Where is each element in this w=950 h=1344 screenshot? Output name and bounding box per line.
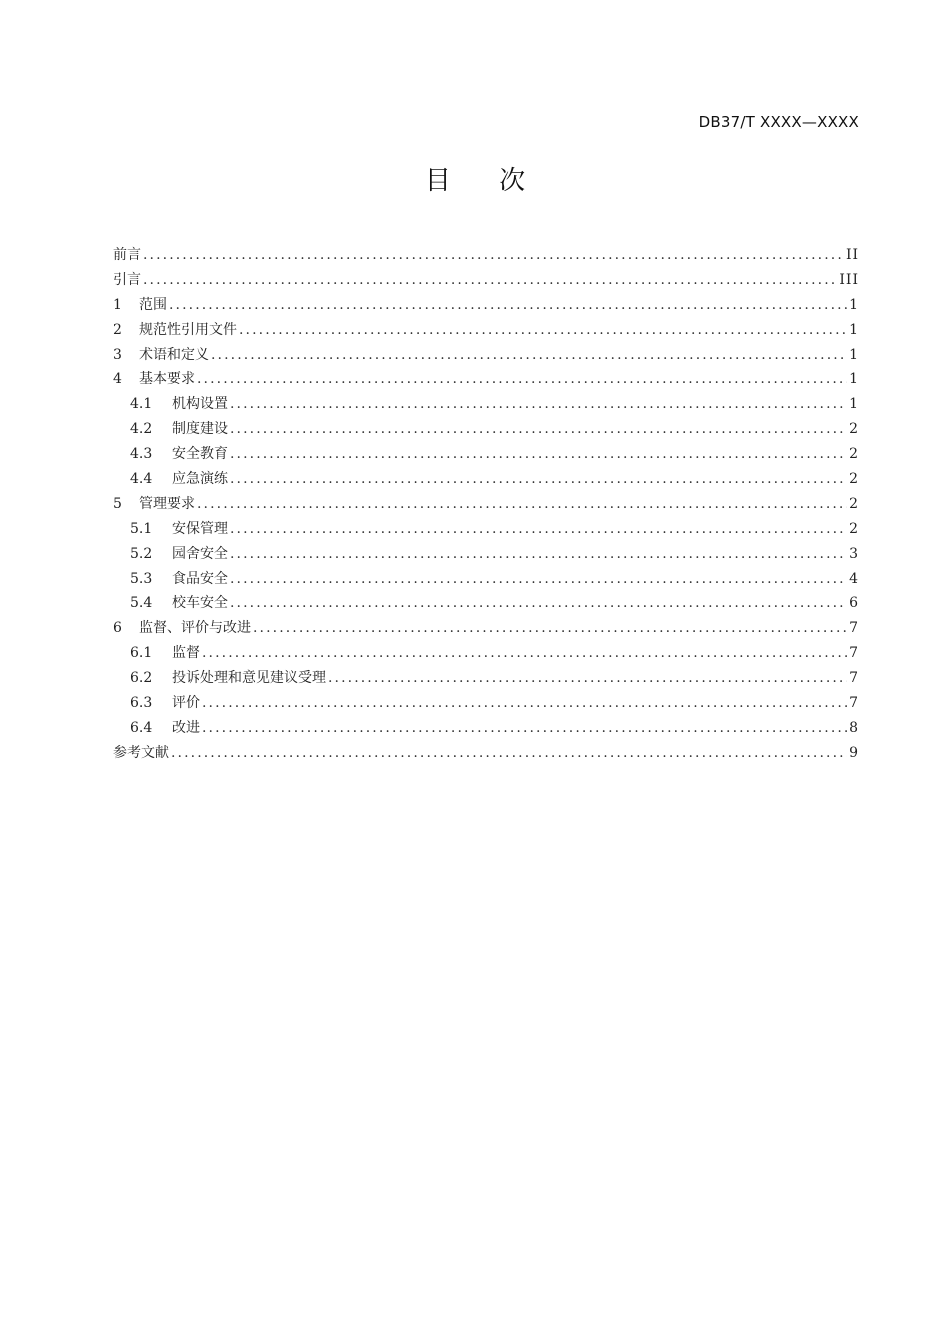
- toc-entry-page: 1: [849, 321, 859, 338]
- toc-entry[interactable]: [113, 367, 859, 392]
- toc-entry-number: 4.3: [130, 446, 153, 463]
- toc-dot-leader: [202, 691, 847, 716]
- toc-entry-title: 范围: [139, 296, 167, 313]
- toc-entry-title: 管理要求: [139, 495, 195, 512]
- toc-entry-number: 6.2: [130, 670, 153, 687]
- toc-entry-page: 1: [849, 296, 859, 313]
- toc-entry-title: 食品安全: [172, 570, 228, 587]
- toc-entry[interactable]: [113, 343, 859, 368]
- toc-entry-page: 2: [849, 471, 859, 488]
- toc-entry-title: 引言: [113, 271, 141, 288]
- toc-entry[interactable]: [113, 243, 859, 268]
- toc-entry[interactable]: [113, 567, 859, 592]
- toc-entry[interactable]: [113, 318, 859, 343]
- toc-dot-leader: [230, 591, 847, 616]
- toc-entry-page: III: [839, 271, 859, 288]
- toc-entry-page: 7: [849, 620, 859, 637]
- toc-entry[interactable]: [113, 467, 859, 492]
- toc-dot-leader: [253, 616, 847, 641]
- toc-dot-leader: [197, 367, 847, 392]
- toc-entry-page: 3: [849, 545, 859, 562]
- toc-entry-page: 9: [849, 744, 859, 761]
- toc-dot-leader: [197, 492, 847, 517]
- toc-dot-leader: [169, 293, 847, 318]
- toc-entry-number: 5: [113, 495, 122, 512]
- toc-entry-number: 4.4: [130, 471, 153, 488]
- toc-entry-page: 1: [849, 396, 859, 413]
- toc-entry[interactable]: [113, 392, 859, 417]
- toc-entry-title: 监督: [172, 645, 200, 662]
- toc-entry-page: 1: [849, 371, 859, 388]
- toc-entry-title: 应急演练: [172, 471, 228, 488]
- toc-entry-number: 6: [113, 620, 122, 637]
- toc-entry-number: 3: [113, 346, 122, 363]
- toc-entry-number: 5.2: [130, 545, 153, 562]
- toc-entry-page: II: [845, 247, 859, 263]
- toc-entry-page: 1: [849, 346, 859, 363]
- toc-dot-leader: [211, 343, 847, 368]
- toc-entry-page: 2: [849, 520, 859, 537]
- toc-entry-page: 6: [849, 595, 859, 612]
- toc-entry-title: 术语和定义: [139, 346, 209, 363]
- toc-entry[interactable]: [113, 492, 859, 517]
- toc-entry-title: 安保管理: [172, 520, 228, 537]
- toc-entry-number: 1: [113, 296, 122, 313]
- toc-entry-number: 5.1: [130, 520, 153, 537]
- toc-entry[interactable]: [113, 517, 859, 542]
- toc-entry-title: 园舍安全: [172, 545, 228, 562]
- toc-entry-number: 4.2: [130, 421, 153, 438]
- toc-dot-leader: [328, 666, 847, 691]
- toc-entry[interactable]: [113, 542, 859, 567]
- toc-entry-page: 7: [849, 645, 859, 662]
- toc-dot-leader: [230, 442, 847, 467]
- toc-entry-title: 投诉处理和意见建议受理: [172, 670, 326, 687]
- toc-entry-page: 7: [849, 695, 859, 712]
- table-of-contents: [113, 243, 859, 766]
- toc-entry-title: 基本要求: [139, 371, 195, 388]
- toc-entry-title: 制度建设: [172, 421, 228, 438]
- toc-entry-page: 4: [849, 570, 859, 587]
- toc-dot-leader: [171, 741, 847, 766]
- toc-dot-leader: [230, 517, 847, 542]
- toc-entry-page: 8: [849, 719, 859, 736]
- toc-dot-leader: [230, 567, 847, 592]
- toc-entry-number: 4: [113, 371, 122, 388]
- toc-entry[interactable]: [113, 716, 859, 741]
- toc-entry[interactable]: [113, 641, 859, 666]
- toc-entry-title: 改进: [172, 719, 200, 736]
- toc-entry-title: 规范性引用文件: [139, 321, 237, 338]
- toc-dot-leader: [202, 641, 847, 666]
- toc-entry-title: 监督、评价与改进: [139, 620, 251, 637]
- toc-entry-number: 6.4: [130, 719, 153, 736]
- toc-entry-number: 2: [113, 321, 122, 338]
- toc-entry-title: 校车安全: [172, 595, 228, 612]
- toc-entry-number: 6.1: [130, 645, 153, 662]
- toc-entry-number: 5.4: [130, 595, 153, 612]
- toc-dot-leader: [230, 542, 847, 567]
- toc-dot-leader: [143, 268, 837, 293]
- toc-entry-number: 4.1: [130, 396, 153, 413]
- toc-dot-leader: [202, 716, 847, 741]
- toc-entry-title: 前言: [113, 247, 141, 263]
- toc-entry[interactable]: [113, 741, 859, 766]
- toc-entry-number: 6.3: [130, 695, 153, 712]
- toc-title: 目 次: [424, 166, 546, 196]
- toc-entry[interactable]: [113, 293, 859, 318]
- toc-entry[interactable]: [113, 268, 859, 293]
- toc-dot-leader: [239, 318, 847, 343]
- toc-entry-page: 7: [849, 670, 859, 687]
- toc-entry[interactable]: [113, 591, 859, 616]
- toc-entry-number: 5.3: [130, 570, 153, 587]
- toc-entry-title: 安全教育: [172, 446, 228, 463]
- toc-dot-leader: [230, 467, 847, 492]
- toc-entry-page: 2: [849, 421, 859, 438]
- toc-entry-title: 机构设置: [172, 396, 228, 413]
- toc-entry-title: 评价: [172, 695, 200, 712]
- toc-entry[interactable]: [113, 616, 859, 641]
- toc-entry[interactable]: [113, 417, 859, 442]
- toc-entry[interactable]: [113, 442, 859, 467]
- toc-entry[interactable]: [113, 666, 859, 691]
- toc-dot-leader: [230, 392, 847, 417]
- toc-dot-leader: [143, 243, 844, 268]
- toc-entry[interactable]: [113, 691, 859, 716]
- toc-entry-page: 2: [849, 495, 859, 512]
- toc-entry-page: 2: [849, 446, 859, 463]
- toc-entry-title: 参考文献: [113, 744, 169, 761]
- toc-dot-leader: [230, 417, 847, 442]
- standard-code: DB37/T XXXX—XXXX: [698, 113, 859, 131]
